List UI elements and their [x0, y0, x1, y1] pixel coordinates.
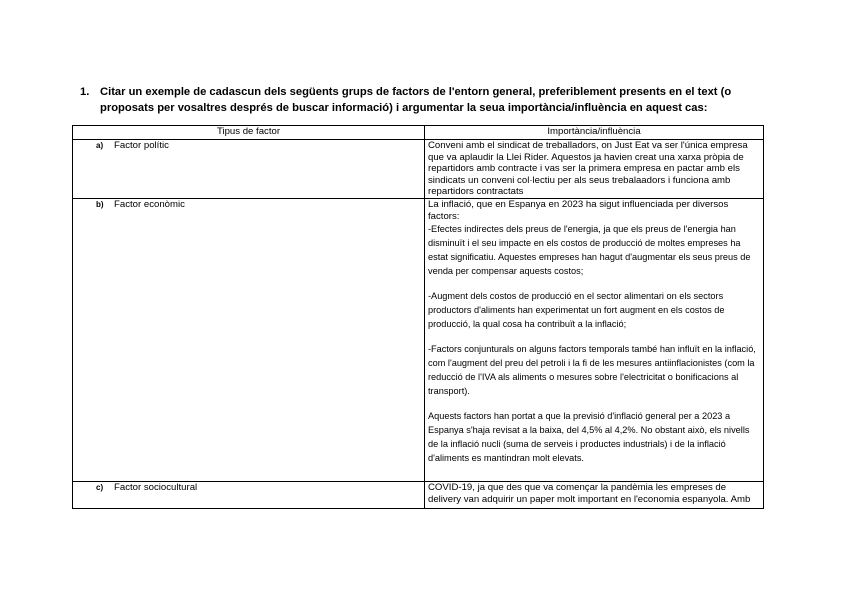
importance-paragraph: Conveni amb el sindicat de treballadors, on Just Eat va ser l'única empresa que va aplaudir la Llei Rider. Aquestos ja havien creat una xarxa pròpia de repartidors amb contracte i vas ser la primera empresa en pactar amb els sindicats un conveni col·lectiu per als seus trebalaadors i funciona amb repartidors contractats [428, 140, 748, 198]
table-row [73, 140, 764, 199]
importance-cell-sociocultural [425, 481, 764, 508]
table-row [73, 198, 764, 481]
importance-paragraph: -Augment dels costos de producció en el sector alimentari on els sectors productors d'aliments han experimentat un fort augment en els costos de producció, la qual cosa ha contribuït a la inflació; [428, 291, 725, 330]
factor-cell-sociocultural [73, 481, 425, 508]
importance-paragraph: -Factors conjunturals on alguns factors temporals també han influït en la inflació, com l'augment del preu del petroli i la fi de les mesures antiinflacionistes (com la reducció de l'IVA als aliments o mesures sobre l'electricitat o bonificacions al transport). [428, 344, 756, 397]
factor-letter: a) [96, 141, 104, 150]
importance-paragraph: Aquests factors han portat a que la previsió d'inflació general per a 2023 a Espanya s'haja revisat a la baixa, del 4,5% al 4,2%. No obstant això, els nivells de la inflació nucli (suma de serveis i productes industrials) i de la inflació d'aliments es mantindran molt elevats. [428, 411, 750, 464]
question-number: 1. [80, 86, 90, 98]
factor-cell-political [73, 140, 425, 199]
question-text: Citar un exemple de cadascun dels següents grups de factors de l'entorn general, preferiblement presents en el text (o proposats per vosaltres després de buscar informació) i argumentar la seua importància/influència en aquest cas: [100, 86, 732, 114]
factor-name: Factor sociocultural [114, 481, 198, 493]
factor-letter: c) [96, 482, 104, 492]
factor-letter: b) [96, 199, 104, 209]
factor-cell-economic [73, 198, 425, 481]
importance-paragraph: La inflació, que en Espanya en 2023 ha sigut influenciada per diversos factors: [428, 198, 729, 222]
header-importance: Importància/influència [425, 126, 764, 140]
importance-paragraph: -Efectes indirectes dels preus de l'energia, ja que els preus de l'energia han disminuït i el seu impacte en els costos de producció de moltes empreses ha estat significatiu. Aquestes empreses han hagut d'augmentar els seus preus de venda per compensar aquests costos; [428, 224, 751, 277]
factors-table [72, 125, 764, 509]
importance-cell-economic [425, 198, 764, 481]
factor-name: Factor polític [114, 140, 169, 151]
importance-paragraph: COVID-19, ja que des que va començar la pandèmia les empreses de delivery van adquirir un paper molt important en l'economia espanyola. Amb [428, 481, 751, 505]
factor-name: Factor econòmic [114, 198, 185, 210]
table-row [73, 481, 764, 508]
question [80, 84, 760, 116]
table-header-row [73, 126, 764, 140]
header-factor-type: Tipus de factor [73, 126, 425, 140]
importance-cell-political [425, 140, 764, 199]
